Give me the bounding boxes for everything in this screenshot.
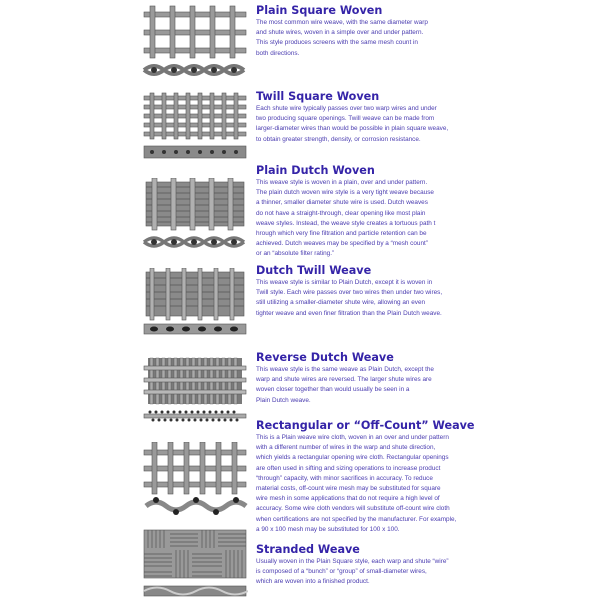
weave-title: Twill Square Woven [256, 90, 380, 103]
plain-dutch-weave-illustration [142, 178, 248, 252]
weave-description-line: two producing square openings. Twill weave can be made from [256, 115, 435, 123]
weave-description-line: This style produces screens with the same mesh count in [256, 39, 418, 47]
weave-description-line: This weave style is similar to Plain Dutch, except it is woven in [256, 279, 433, 286]
weave-title: Stranded Weave [256, 543, 360, 556]
weave-description-line: This weave style is woven in a plain, over and under pattern. [256, 179, 428, 186]
weave-description-line: which are woven into a finished product. [256, 578, 370, 586]
weave-description-line: do not have a straight-through, clear opening like most plain [256, 209, 426, 217]
weave-description-line: still utilizing a smaller-diameter shute wire, allowing an even [256, 299, 426, 307]
weave-description-line: warp and shute wires are reversed. The larger shute wires are [256, 376, 432, 384]
weave-title: Plain Square Woven [256, 4, 383, 17]
weave-description-line: wire mesh in some applications that do not require a high level of [256, 495, 440, 503]
weave-description-line: Twill style. Each wire passes over two wires then under two wires, [256, 289, 443, 297]
plain-square-weave-illustration [142, 4, 248, 78]
weave-description-line: Plain Dutch weave. [256, 396, 311, 404]
weave-title: Plain Dutch Woven [256, 164, 375, 177]
weave-description-line: The most common wire weave, with the same diameter warp [256, 19, 428, 26]
weave-description-line: hrough which very fine filtration and particle retention can be [256, 230, 427, 238]
weave-description-line: are often used in sifting and sizing operations to increase product [256, 464, 441, 472]
weave-description-line: or an “absolute filter rating.” [256, 250, 335, 258]
weave-description-line: weave styles. Instead, the weave style creates a tortuous path t [256, 219, 436, 227]
weave-title: Dutch Twill Weave [256, 264, 372, 277]
weave-description-line: a thinner, smaller diameter shute wire is used. Dutch weaves [256, 199, 428, 207]
weave-title: Reverse Dutch Weave [256, 351, 394, 364]
weave-description-line: is composed of a “bunch” or “group” of small-diameter wires, [256, 568, 427, 576]
rectangular-weave-illustration [142, 442, 248, 516]
weave-description-line: The plain dutch woven wire style is a very tight weave because [256, 189, 434, 197]
weave-description-line: This weave style is the same weave as Plain Dutch, except the [256, 366, 434, 373]
stranded-weave-illustration [142, 528, 248, 598]
reverse-dutch-weave-illustration [142, 356, 248, 424]
twill-square-weave-illustration [142, 92, 248, 160]
weave-description-line: Usually woven in the Plain Square style, each warp and shute “wire” [256, 558, 449, 565]
weave-description-line: which yields a rectangular opening wire cloth. Rectangular openings [256, 454, 449, 462]
weave-description-line: to obtain greater strength, density, or corrosion resistance. [256, 135, 421, 143]
weave-description-line: achieved. Dutch weaves may be specified by a “mesh count” [256, 240, 428, 248]
weave-title: Rectangular or “Off-Count” Weave [256, 419, 475, 432]
weave-description-line: Each shute wire typically passes over two warp wires and under [256, 105, 437, 112]
weave-description-line: and shute wires, woven in a simple over and under pattern. [256, 29, 424, 37]
weave-description-line: woven closer together than would usually be seen in a [256, 386, 410, 394]
weave-description-line: accuracy. Some wire cloth vendors will substitute off-count wire cloth [256, 505, 450, 513]
dutch-twill-weave-illustration [142, 268, 248, 336]
weave-description-line: when certifications are not specified by the manufacturer. For example, [256, 515, 457, 523]
weave-description-line: “through” capacity, with minor sacrifices in accuracy. To reduce [256, 474, 433, 482]
weave-description-line: tighter weave and even finer filtration than the Plain Dutch weave. [256, 309, 442, 317]
weave-description-line: This is a Plain weave wire cloth, woven in an over and under pattern [256, 434, 449, 441]
weave-description-line: a 90 x 100 mesh may be substituted for 100 x 100. [256, 525, 400, 533]
weave-description-line: with a different number of wires in the warp and shute direction, [256, 444, 436, 452]
weave-description-line: material costs, off-count wire mesh may be substituted for square [256, 485, 441, 493]
weave-description-line: larger-diameter wires than would be possible in plain square weave, [256, 125, 449, 133]
weave-description-line: both directions. [256, 49, 300, 57]
